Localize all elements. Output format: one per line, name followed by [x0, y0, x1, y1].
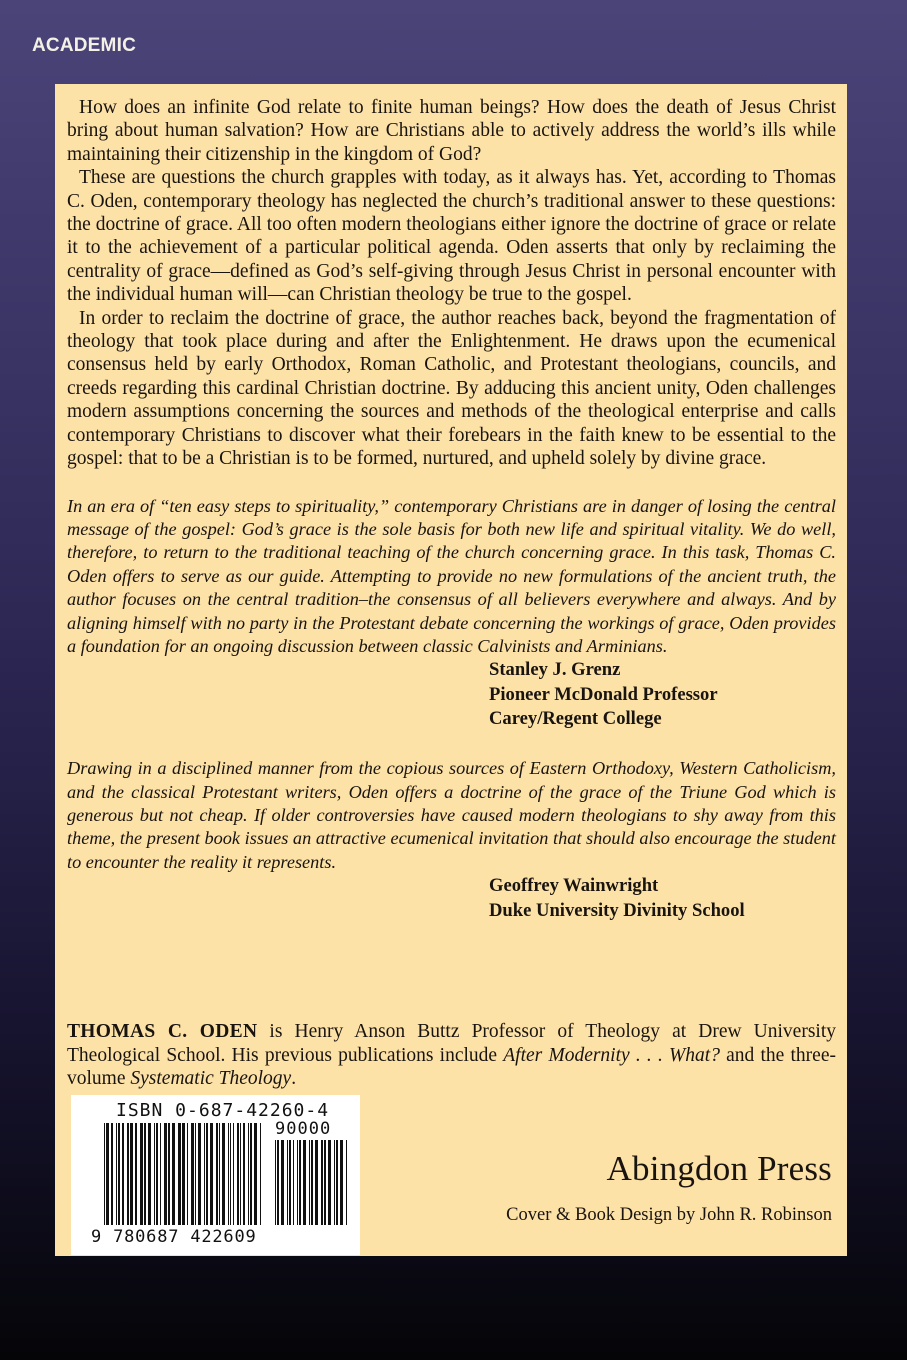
barcode-box [71, 1095, 360, 1255]
barcode-bar [297, 1140, 298, 1225]
endorsement-grenz [67, 495, 836, 732]
barcode-bar [287, 1140, 288, 1225]
barcode-bar [230, 1123, 231, 1225]
price-code: 90000 [275, 1119, 332, 1139]
barcode-bar [122, 1123, 124, 1225]
endorsement-text: Drawing in a disciplined manner from the copious sources of Eastern Orthodoxy, Western Catholicism, and the classical Protestant writers, Oden offers a doctrine of the grace of the Triune God which is generous but not cheap. If older controversies have caused modern theologians to shy away from this theme, the present book issues an attractive ecumenical invitation that should also encourage the student to encounter the reality it represents. [67, 758, 836, 872]
previous-book-title: After Modernity . . . What? [503, 1044, 720, 1066]
barcode-bar [228, 1123, 229, 1225]
barcode-bar [237, 1123, 239, 1225]
barcode-bar [104, 1123, 105, 1225]
barcode-bar [260, 1123, 261, 1225]
barcode-bar [277, 1140, 279, 1225]
endorsement-attribution [489, 874, 836, 923]
endorser-institution: Duke University Divinity School [489, 899, 745, 921]
description-blurb [67, 96, 836, 471]
category-label: ACADEMIC [32, 35, 136, 56]
series-title: Systematic Theology [130, 1068, 292, 1090]
barcode-bar [187, 1123, 188, 1225]
barcode-bar [311, 1140, 313, 1225]
endorsement-text: In an era of “ten easy steps to spirituality,” contemporary Christians are in danger of losing the central message of the gospel: God’s grace is the sole basis for both new life and spiritual vitality. We do well, therefore, to return to the traditional teaching of the church concerning grace. In this task, Thomas C. Oden offers to serve as our guide. Attempting to provide no new formulations of the ancient truth, the author focuses on the central tradition–the consensus of all believers everywhere and always. And by aligning himself with no party in the Protestant debate concerning the workings of grace, Oden provides a foundation for an ongoing discussion between classic Calvinists and Arminians. [67, 495, 836, 656]
author-name: THOMAS C. ODEN [67, 1021, 258, 1042]
barcode-bar [281, 1140, 284, 1225]
barcode-bar [233, 1123, 234, 1225]
barcode-bar [195, 1123, 196, 1225]
barcode-bar [178, 1123, 181, 1225]
barcode-bar [216, 1123, 218, 1225]
barcode-bar [191, 1123, 194, 1225]
barcode-bar [248, 1123, 249, 1225]
barcode-bar [116, 1123, 117, 1225]
barcode-bar [321, 1140, 323, 1225]
barcode-bar [140, 1123, 143, 1225]
author-bio-text: . [291, 1068, 297, 1090]
endorser-title: Pioneer McDonald Professor [489, 683, 718, 705]
blurb-paragraph: In order to reclaim the doctrine of grace, the author reaches back, beyond the fragmentation of theology that took place during and after the Enlightenment. He draws upon the ecumenical consensus held by early Orthodox, Roman Catholic, and Protestant theologians, councils, and creeds regarding this cardinal Christian doctrine. By adducing this ancient unity, Oden challenges modern assumptions concerning the sources and methods of the theological enterprise and calls contemporary Christians to discover what their forebears in the faith knew to be essential to the gospel: that to be a Christian is to be formed, nurtured, and upheld solely by divine grace. [67, 307, 836, 470]
blurb-paragraph: How does an infinite God relate to finite human beings? How does the death of Jesus Christ bring about human salvation? How are Christians able to actively address the world’s ills while maintaining their citizenship in the kingdom of God? [67, 97, 836, 165]
endorsement-wainwright [67, 757, 836, 923]
barcode-bar [289, 1140, 291, 1225]
barcode-bar [135, 1123, 137, 1225]
endorser-name: Stanley J. Grenz [489, 659, 621, 681]
barcode-bar [168, 1123, 170, 1225]
barcode-bar [340, 1140, 343, 1225]
barcode-bar [164, 1123, 167, 1225]
barcode-bar [328, 1140, 331, 1225]
barcode-bar [222, 1123, 225, 1225]
barcode-bar [315, 1140, 318, 1225]
barcode-bar [156, 1123, 158, 1225]
barcode-bar [299, 1140, 301, 1225]
barcode-bar [210, 1123, 213, 1225]
design-credit: Cover & Book Design by John R. Robinson [506, 1205, 832, 1225]
barcode-bar [219, 1123, 220, 1225]
barcode-bar [346, 1140, 347, 1225]
barcode-bar [198, 1123, 201, 1225]
isbn-number: ISBN 0-687-42260-4 [116, 1100, 330, 1121]
barcode-bar [336, 1140, 338, 1225]
author-bio-text: is Henry Anson Buttz Professor of Theology at Drew University Theological School. His previous publications include [67, 1021, 836, 1066]
barcode-bar [148, 1123, 151, 1225]
barcode-bar [240, 1123, 241, 1225]
back-cover-panel [55, 84, 847, 1256]
barcode-bar [130, 1123, 133, 1225]
barcode-bar [106, 1123, 109, 1225]
barcode-bar [243, 1123, 245, 1225]
barcode-bar [275, 1140, 276, 1225]
barcode-bar [111, 1123, 113, 1225]
barcode-bar [324, 1140, 326, 1225]
barcode-bar [334, 1140, 335, 1225]
barcode-bar [160, 1123, 161, 1225]
barcode-bar [204, 1123, 205, 1225]
publisher-name: Abingdon Press [606, 1149, 832, 1188]
ean-number: 9 780687 422609 [91, 1227, 257, 1247]
endorsement-attribution [489, 658, 836, 731]
barcode-bar [182, 1123, 185, 1225]
barcode-bar [293, 1140, 294, 1225]
barcode-bar [303, 1140, 306, 1225]
author-bio [67, 1020, 836, 1091]
barcode-bar [309, 1140, 310, 1225]
barcode-bar [144, 1123, 146, 1225]
barcode-bar [118, 1123, 120, 1225]
barcode-bar [250, 1123, 252, 1225]
barcode-bar [172, 1123, 175, 1225]
endorser-name: Geoffrey Wainwright [489, 875, 659, 897]
author-bio-text: and the three-volume [67, 1044, 836, 1090]
endorser-institution: Carey/Regent College [489, 707, 662, 729]
barcode-bar [254, 1123, 257, 1225]
blurb-paragraph: These are questions the church grapples with today, as it always has. Yet, according to Thomas C. Oden, contemporary theology has neglected the church’s traditional answer to these questions: the doctrine of grace. All too often modern theologians either ignore the doctrine of grace or relate it to the achievement of a particular political agenda. Oden asserts that only by reclaiming the centrality of grace—defined as God’s self-giving through Jesus Christ in personal encounter with the individual human will—can Christian theology be true to the gospel. [67, 167, 836, 306]
barcode-bar [206, 1123, 208, 1225]
barcode-bar [154, 1123, 155, 1225]
barcode-bar [127, 1123, 129, 1225]
